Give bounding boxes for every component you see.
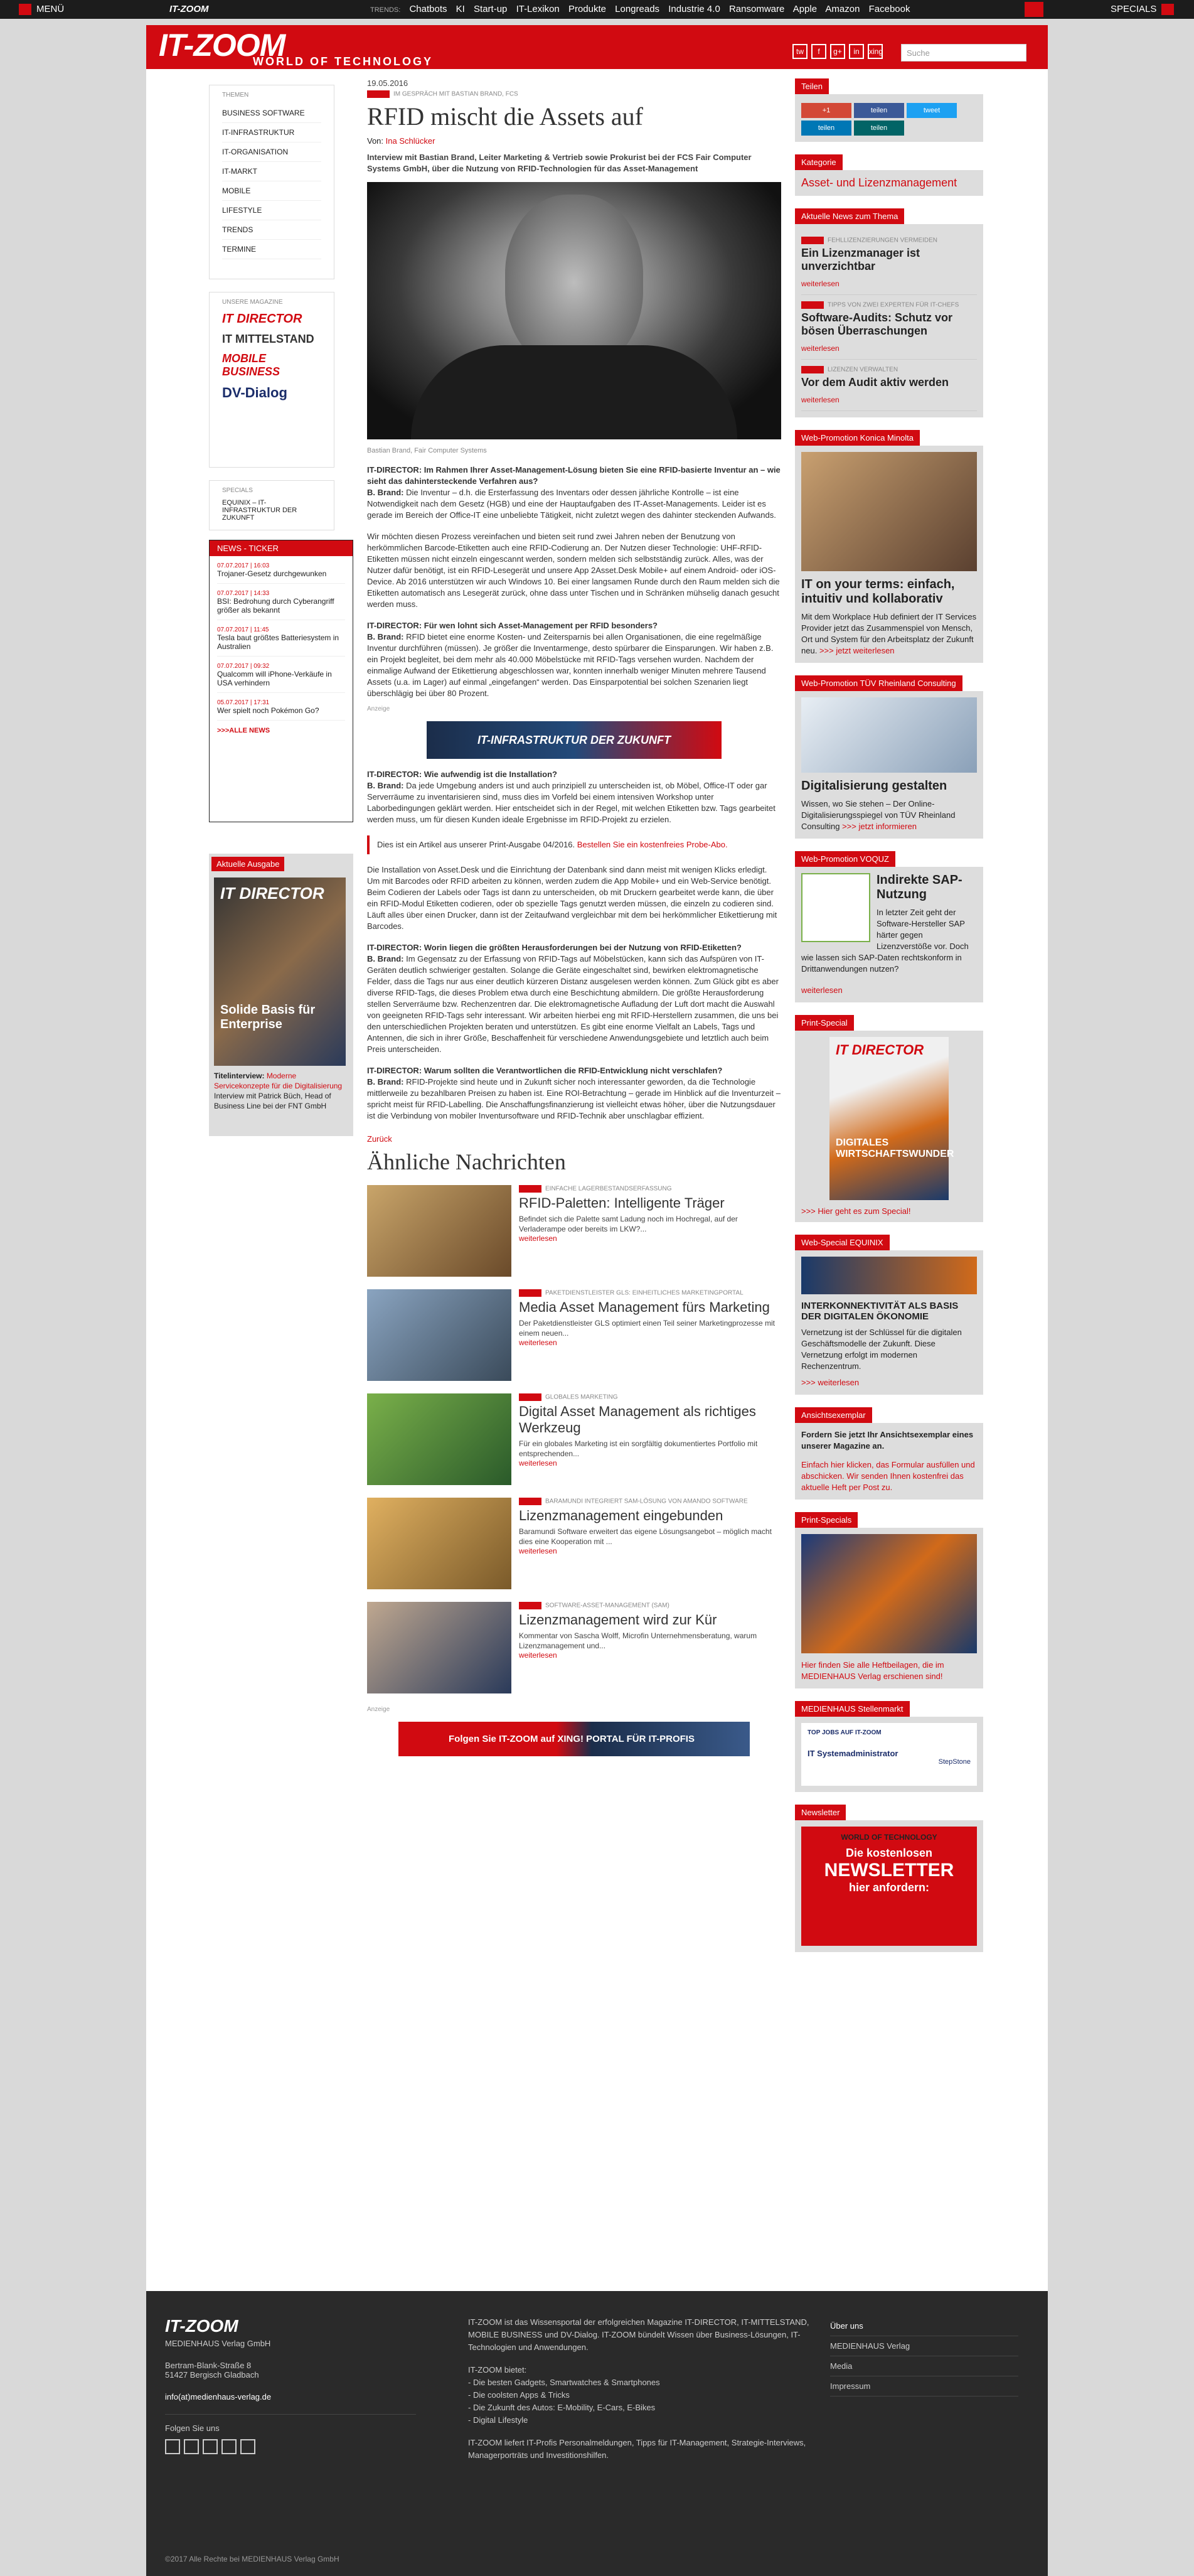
issue-cover[interactable] [214, 877, 346, 1066]
linkedin-share-button[interactable]: teilen [801, 121, 851, 136]
promo-headline: IT on your terms: einfach, intuitiv und kollaborativ [801, 577, 955, 606]
footer [146, 2291, 1048, 2576]
trend-link[interactable]: IT-Lexikon [516, 4, 560, 14]
infobox-text: Dies ist ein Artikel aus unserer Print-Ausgabe 04/2016. [377, 840, 575, 849]
footer-about: IT-ZOOM ist das Wissensportal der erfolgreichen Magazine IT-DIRECTOR, IT-MITTELSTAND, MOBILE BUSINESS und DV-Dialog. IT-ZOOM bündelt Wissen über Business-Lösungen, IT-Technologien und Anwendungen. [468, 2317, 809, 2352]
related-image [367, 1289, 511, 1381]
related-headline: Digital Asset Management als richtiges Werkzeug [519, 1403, 756, 1436]
newsletter-line: hier anfordern: [848, 1881, 929, 1894]
footer-social [165, 2439, 416, 2456]
kicker-text: BARAMUNDI INTEGRIERT SAM-LÖSUNG VON AMANDO SOFTWARE [545, 1498, 748, 1505]
article-title: RFID mischt die Assets auf [367, 102, 643, 131]
specials-button[interactable] [1111, 4, 1174, 15]
news-headline: Ein Lizenzmanager ist unverzichtbar [801, 247, 920, 272]
related-kicker [519, 1289, 781, 1297]
footer-offer: - Digital Lifestyle [468, 2415, 528, 2425]
person-face [505, 195, 643, 370]
footer-link[interactable]: Media [830, 2356, 1018, 2376]
related-text: Baramundi Software erweitert das eigene Lösungsangebot – möglich macht dies eine Kooperation mit ... [519, 1527, 772, 1546]
author-link[interactable]: Ina Schlücker [385, 136, 435, 146]
googleplus-icon[interactable]: g+ [830, 44, 845, 59]
related-headline: Lizenzmanagement eingebunden [519, 1508, 723, 1523]
job-ad-top: TOP JOBS AUF IT-ZOOM [808, 1729, 882, 1736]
related-item[interactable] [367, 1289, 781, 1383]
ticker-date: 07.07.2017 | 14:33 [217, 590, 270, 597]
trend-link[interactable]: Longreads [615, 4, 660, 14]
xing-icon[interactable]: xing [868, 44, 883, 59]
nav-item[interactable]: IT-INFRASTRUKTUR [222, 123, 321, 142]
ad-banner[interactable]: IT-INFRASTRUKTUR DER ZUKUNFT [427, 721, 722, 759]
article-date: 19.05.2016 [367, 78, 408, 88]
related-item[interactable] [367, 1393, 781, 1488]
ticker-item[interactable] [217, 626, 345, 657]
footer-offer: - Die Zukunft des Autos: E-Mobility, E-Cars, E-Bikes [468, 2403, 656, 2412]
ticker-item[interactable] [217, 699, 345, 721]
footer-more: IT-ZOOM liefert IT-Profis Personalmeldungen, Tipps für IT-Management, Strategie-Interviews, Managerporträts und Investitionshilfen. [468, 2438, 806, 2460]
promo-konica [795, 430, 983, 663]
sample-copy-title: Ansichtsexemplar [795, 1407, 872, 1423]
question: IT-DIRECTOR: Für wen lohnt sich Asset-Management per RFID besonders? [367, 621, 658, 630]
share-box [795, 78, 983, 142]
promo-title: Web-Promotion VOQUZ [795, 851, 895, 867]
trend-link[interactable]: Industrie 4.0 [668, 4, 720, 14]
xing-banner[interactable]: Folgen Sie IT-ZOOM auf XING! PORTAL FÜR IT-PROFIS [398, 1722, 750, 1756]
footer-links-title: Über uns [830, 2316, 1018, 2336]
trend-link[interactable]: Start-up [474, 4, 508, 14]
nav-item[interactable]: TERMINE [222, 240, 321, 259]
related-text: Kommentar von Sascha Wolff, Microfin Unternehmensberatung, warum Lizenzmanagement und... [519, 1631, 757, 1650]
twitter-icon[interactable]: tw [792, 44, 808, 59]
article-kicker [367, 90, 781, 98]
trend-link[interactable]: Produkte [568, 4, 606, 14]
newsletter-box [795, 1805, 983, 1952]
photo-caption: Bastian Brand, Fair Computer Systems [367, 447, 487, 454]
related-image [367, 1393, 511, 1485]
news-item[interactable] [801, 295, 977, 360]
article-paragraph [367, 464, 781, 521]
nav-item[interactable]: LIFESTYLE [222, 201, 321, 220]
trend-link[interactable]: Facebook [868, 4, 910, 14]
print-infobox [367, 835, 781, 854]
related-kicker [519, 1393, 781, 1401]
related-kicker [519, 1498, 781, 1505]
article-paragraph: Die Installation von Asset.Desk und die Einrichtung der Datenbank sind dann meist mit wenigen Klicks erledigt. Um mit Barcodes oder RFID arbeiten zu können, werden zudem die App Mobile+ und ein Web-Service benötigt. Beim Codieren der Labels oder Tags ist dann zu unterscheiden, ob mit Druckern gearbeitet werde kann, die über ein RFID-Modul Etiketten codieren, oder ob spezielle Tags genutzt werden müssen, die einzeln zu codieren sind. Läuft alles über einen Drucker, dann ist der Zeitaufwand vergleichbar mit dem bei herkömmlicher Etikettierung mit Barcodes. [367, 865, 777, 931]
read-more-link[interactable]: weiterlesen [519, 1651, 557, 1660]
print-special [795, 1015, 983, 1222]
read-more-link[interactable]: weiterlesen [519, 1547, 557, 1555]
promo-link[interactable]: >>> jetzt weiterlesen [819, 646, 895, 655]
issue-rest: Interview mit Patrick Büch, Head of Business Line bei der FNT GmbH [214, 1092, 331, 1110]
magazine-logo[interactable]: IT DIRECTOR [222, 312, 302, 326]
news-headline: Software-Audits: Schutz vor bösen Überraschungen [801, 311, 953, 337]
related-item[interactable] [367, 1498, 781, 1592]
ad-label: Anzeige [367, 1706, 390, 1713]
footer-logo[interactable]: IT-ZOOM [165, 2316, 238, 2336]
page [146, 25, 1048, 2291]
read-more-link[interactable]: weiterlesen [519, 1234, 557, 1243]
issue-text [214, 1071, 348, 1111]
article-lead: Interview mit Bastian Brand, Leiter Marketing & Vertrieb sowie Prokurist bei der FCS Fair Computer Systems GmbH, über die Nutzung von RFID-Technologien für das Asset-Management [367, 153, 752, 173]
magazine-logo[interactable]: IT MITTELSTAND [222, 333, 314, 345]
print-special-title: Print-Special [795, 1015, 854, 1031]
ticker-item[interactable] [217, 562, 345, 584]
related-item[interactable] [367, 1602, 781, 1696]
promo-link[interactable]: >>> jetzt informieren [842, 822, 917, 831]
news-headline: Vor dem Audit aktiv werden [801, 376, 949, 389]
footer-city: 51427 Bergisch Gladbach [165, 2370, 259, 2380]
person-body [411, 345, 737, 439]
related-kicker [519, 1185, 781, 1193]
copyright: ©2017 Alle Rechte bei MEDIENHAUS Verlag GmbH [165, 2555, 339, 2563]
equinix-title: Web-Special EQUINIX [795, 1235, 890, 1250]
category-link[interactable]: Asset- und Lizenzmanagement [795, 170, 983, 196]
news-item[interactable] [801, 360, 977, 411]
answer: Die Inventur – d.h. die Ersterfassung des Inventars oder dessen jährliche Kontrolle – ist eine Notwendigkeit nach dem Gesetz (HGB) und eine der Hauptaufgaben des IT-Asset-Managements. Leider ist es gerade im Bereich der Office-IT eine unbeliebte Tätigkeit, nicht zuletzt wegen des dahinter steckenden Aufwands. [367, 488, 776, 520]
twitter-icon[interactable] [165, 2439, 180, 2454]
answer: Im Gegensatz zu der Erfassung von RFID-Tags auf Möbelstücken, kann sich das Aufspüren von IT-Geräten deutlich schwieriger gestalten. Solange die Geräte eingeschaltet sind, bewirken elektromagnetische Felder, dass die Tags nur aus einer deutlich kürzeren Distanz ausgelesen werden können. Zum Glück gibt es aber diverse RFID-Tags, die dieses Problem etwa durch eine Beschichtung abmildern. Die größte Herausforderung stellen Serverräume bzw. Rechenzentren dar. Die elektromagnetische Aufladung der Luft dort macht die Auswahl von geeigneten RFID-Tags sehr interessant. Wir arbeiten hierbei eng mit RFID-Herstellern zusammen, die uns bei den unterschiedlichen Projekten beraten und unterstützen. Es gibt eine enorme Vielfalt an Labels, Tags und Antennen, die sich in ihrer Größe, Beschaffenheit für verschiedene Anwendungsgebiete und letztlich auch beim Preis unterscheiden. [367, 954, 779, 1054]
stepstone-logo: StepStone [938, 1758, 971, 1766]
nav-item[interactable]: BUSINESS SOFTWARE [222, 104, 321, 123]
related-headline: Lizenzmanagement wird zur Kür [519, 1612, 717, 1628]
specials-label: SPECIALS [1111, 4, 1157, 14]
specials-caption: SPECIALS [222, 487, 253, 494]
question: IT-DIRECTOR: Warum sollten die Verantwortlichen die RFID-Entwicklung nicht verschlafen? [367, 1066, 723, 1075]
ticker-item[interactable] [217, 663, 345, 693]
related-title: Ähnliche Nachrichten [367, 1149, 566, 1174]
article-photo [367, 182, 781, 439]
search-icon[interactable] [1025, 2, 1043, 17]
print-specials-image[interactable] [801, 1534, 977, 1653]
news-ticker [209, 540, 353, 822]
footer-offers-title: IT-ZOOM bietet: [468, 2365, 527, 2375]
ticker-date: 07.07.2017 | 09:32 [217, 663, 270, 670]
ticker-item[interactable] [217, 590, 345, 620]
print-specials-link[interactable]: Hier finden Sie alle Heftbeilagen, die im MEDIENHAUS Verlag erschienen sind! [801, 1660, 944, 1681]
logo-text: IT-ZOOM [159, 28, 285, 63]
answer-label: B. Brand: [367, 954, 404, 963]
ticker-text: BSI: Bedrohung durch Cyberangriff größer als bekannt [217, 597, 334, 614]
kicker-text: LIZENZEN VERWALTEN [828, 366, 898, 373]
related-image [367, 1498, 511, 1589]
promo-text: Mit dem Workplace Hub definiert der IT Services Provider jetzt das Zusammenspiel von Mensch, Ort und System für den Arbeitsplatz der Zukunft neu. [801, 612, 977, 655]
article-paragraph [367, 1065, 781, 1122]
answer: RFID bietet eine enorme Kosten- und Zeitersparnis bei allen Organisationen, die eine regelmäßige Inventur durchführen (müssen). Je größer die Inventarmenge, desto spürbarer die Einsparungen. Wir haben z.B. ein Projekt begleitet, bei dem mehr als 40.000 Möbelstücke mit RFID-Tags versehen wurden. Nachdem der einmalige Aufwand der Etikettierung abgeschlossen war, konnten innerhalb weniger Minuten mehrere Tausend Assets (u.a. im Lager) auf einmal „eingefangen“ werden. Das Einsparpotential bei solchen Szenarien liegt überschlägig bei über 80 Prozent. [367, 632, 774, 698]
job-ad-title: IT Systemadministrator [808, 1749, 898, 1758]
kicker-text: IM GESPRÄCH MIT BASTIAN BRAND, FCS [393, 90, 518, 98]
kicker-text: GLOBALES MARKETING [545, 1393, 618, 1401]
trend-link[interactable]: Ransomware [728, 4, 785, 14]
twitter-share-button[interactable]: tweet [907, 103, 957, 118]
ad-label: Anzeige [367, 706, 390, 712]
job-market-title: MEDIENHAUS Stellenmarkt [795, 1701, 910, 1717]
promo-tuv [795, 675, 983, 839]
newsletter-line: NEWSLETTER [824, 1860, 954, 1881]
googleplus-icon[interactable] [203, 2439, 218, 2454]
hamburger-icon [19, 4, 31, 15]
ticker-title: NEWS - TICKER [210, 540, 353, 556]
print-cover-title: IT DIRECTOR [836, 1042, 924, 1058]
newsletter-line: WORLD OF TECHNOLOGY [841, 1833, 937, 1842]
kicker-text: TIPPS VON ZWEI EXPERTEN FÜR IT-CHEFS [828, 301, 959, 309]
answer-label: B. Brand: [367, 488, 404, 497]
xing-share-button[interactable]: teilen [854, 121, 904, 136]
itdirector-badge [367, 90, 390, 98]
issue-label: Titelinterview: [214, 1071, 265, 1080]
promo-title: Web-Promotion TÜV Rheinland Consulting [795, 675, 962, 691]
trend-link[interactable]: Chatbots [409, 4, 447, 14]
print-specials-title: Print-Specials [795, 1512, 858, 1528]
ticker-text: Trojaner-Gesetz durchgewunken [217, 569, 327, 578]
trends-bar [370, 4, 916, 14]
nav-item[interactable]: MOBILE [222, 181, 321, 201]
linkedin-icon[interactable]: in [849, 44, 864, 59]
equinix-headline: INTERKONNEKTIVITÄT ALS BASIS DER DIGITALEN ÖKONOMIE [801, 1301, 959, 1322]
trend-link[interactable]: Apple [792, 4, 818, 14]
hamburger-icon [1161, 4, 1174, 15]
related-text: Der Paketdienstleister GLS optimiert einen Teil seiner Marketingprozesse mit einem neuen... [519, 1319, 775, 1338]
question: IT-DIRECTOR: Worin liegen die größten Herausforderungen bei der Nutzung von RFID-Etiketten? [367, 943, 742, 952]
related-item[interactable] [367, 1185, 781, 1279]
nav-item[interactable]: TRENDS [222, 220, 321, 240]
issue-link[interactable]: Moderne Servicekonzepte für die Digitalisierung [214, 1071, 343, 1090]
header [146, 25, 1048, 69]
facebook-icon[interactable] [184, 2439, 199, 2454]
googleplus-share-button[interactable]: +1 [801, 103, 851, 118]
job-ad[interactable] [801, 1723, 977, 1786]
promo-link[interactable]: weiterlesen [801, 985, 843, 995]
related-text: Für ein globales Marketing ist ein sorgfältig dokumentiertes Portfolio mit entsprechenden... [519, 1439, 758, 1458]
newsletter-title: Newsletter [795, 1805, 846, 1820]
sample-copy-headline: Fordern Sie jetzt Ihr Ansichtsexemplar eines unserer Magazine an. [801, 1430, 974, 1451]
footer-offer: - Die coolsten Apps & Tricks [468, 2390, 570, 2400]
answer-label: B. Brand: [367, 1077, 404, 1087]
question: IT-DIRECTOR: Wie aufwendig ist die Installation? [367, 770, 557, 779]
read-more-link[interactable]: weiterlesen [801, 279, 840, 288]
answer-label: B. Brand: [367, 632, 404, 641]
promo-text: In letzter Zeit geht der Software-Hersteller SAP härter gegen Lizenzverstöße vor. Doch wie lassen sich SAP-Daten rechtskonform in Drittanwendungen nutzen? [801, 908, 969, 974]
related-text: Befindet sich die Palette samt Ladung noch im Hochregal, auf der Verladerampe oder bereits im LKW?... [519, 1215, 738, 1233]
topbar-logo[interactable]: IT-ZOOM [169, 4, 209, 14]
xing-icon[interactable] [240, 2439, 255, 2454]
related-headline: Media Asset Management fürs Marketing [519, 1299, 770, 1315]
footer-link[interactable]: Impressum [830, 2376, 1018, 2396]
ticker-date: 05.07.2017 | 17:31 [217, 699, 270, 706]
print-cover-subtitle: DIGITALES WIRTSCHAFTSWUNDER [836, 1137, 954, 1159]
promo-headline: Digitalisierung gestalten [801, 779, 947, 793]
ticker-text: Wer spielt noch Pokémon Go? [217, 706, 319, 715]
job-market-box [795, 1701, 983, 1792]
equinix-banner[interactable] [801, 1257, 977, 1294]
trends-label: TRENDS: [370, 6, 401, 14]
article-paragraph: Wir möchten diesen Prozess vereinfachen und bieten seit rund zwei Jahren neben der Benutzung von herkömmlichen Barcode-Etiketten auch eine RFID-Codierung an. Der Nutzen dieser Technologie: UHF-RFID-Etiketten müssen nicht einzeln eingescannt werden, sondern melden sich selbstständig zurück. Alles, was der Nutzer dafür benötigt, ist ein RFID-Lesegerät und unsere App 2Asset.Desk Mobile+ auf einem Android- oder iOS-Device. Ab 2016 unterstützen wir auch Windows 10. Bei einer langsamen Runde durch den Raum melden sich die Etiketten automatisch ans Lesegerät zurück, ohne dass unter Tischen und in Schränken mühselig danach gesucht werden muss. [367, 532, 780, 609]
current-issue-title: Aktuelle Ausgabe [211, 857, 284, 871]
specials-nav [209, 480, 334, 530]
read-more-link[interactable]: weiterlesen [801, 344, 840, 353]
related-news-title: Aktuelle News zum Thema [795, 208, 904, 224]
related-image [367, 1185, 511, 1277]
ticker-text: Tesla baut größtes Batteriesystem in Australien [217, 633, 339, 651]
newsletter-banner[interactable] [801, 1827, 977, 1946]
ticker-date: 07.07.2017 | 11:45 [217, 626, 269, 633]
print-specials-box [795, 1512, 983, 1688]
promo-image[interactable] [801, 873, 870, 942]
print-cover[interactable] [829, 1037, 954, 1200]
related-image [367, 1602, 511, 1693]
promo-text: Wissen, wo Sie stehen – Der Online-Digitalisierungsspiegel von TÜV Rheinland Consulting [801, 799, 956, 831]
kicker-text: PAKETDIENSTLEISTER GLS: EINHEITLICHES MARKETINGPORTAL [545, 1289, 744, 1297]
article-author [367, 136, 781, 146]
kicker-text: FEHLLIZENZIERUNGEN VERMEIDEN [828, 237, 938, 244]
site-logo[interactable] [159, 29, 433, 68]
read-more-link[interactable]: weiterlesen [519, 1338, 557, 1347]
footer-follow: Folgen Sie uns [165, 2414, 416, 2433]
category-title: Kategorie [795, 154, 843, 170]
nav-item[interactable]: IT-MARKT [222, 162, 321, 181]
menu-label: MENÜ [36, 4, 65, 14]
article [367, 78, 781, 1756]
equinix-special [795, 1235, 983, 1395]
linkedin-icon[interactable] [221, 2439, 237, 2454]
footer-street: Bertram-Blank-Straße 8 [165, 2361, 252, 2370]
newsletter-line: Die kostenlosen [845, 1847, 933, 1859]
print-special-link[interactable]: >>> Hier geht es zum Special! [801, 1206, 911, 1216]
magazine-logo[interactable]: MOBILE BUSINESS [222, 352, 280, 378]
magazine-caption: UNSERE MAGAZINE [222, 299, 283, 306]
trend-link[interactable]: Amazon [825, 4, 860, 14]
kicker-text: SOFTWARE-ASSET-MANAGEMENT (SAM) [545, 1602, 669, 1609]
footer-email[interactable]: info(at)medienhaus-verlag.de [165, 2392, 272, 2402]
ticker-text: Qualcomm will iPhone-Verkäufe in USA verhindern [217, 670, 332, 687]
themen-caption: THEMEN [222, 92, 249, 99]
footer-company: MEDIENHAUS Verlag GmbH [165, 2339, 271, 2348]
top-bar [0, 0, 1194, 19]
category-box [795, 154, 983, 196]
magazine-list [209, 292, 334, 468]
answer: Da jede Umgebung anders ist und auch prinzipiell zu unterscheiden ist, ob Möbel, Office-IT oder gar Serverräume zu inventarisieren sind, muss dies im Vorfeld bei einem intensiven Workshop unter Laborbedingungen geklärt werden. Hier entscheidet sich in der Regel, mit welchen Etiketten bzw. Tags gearbeitet werden muss, um für diesen Kunden ideale Ergebnisse im RFID-Projekt zu erzielen. [367, 781, 776, 824]
footer-link[interactable]: MEDIENHAUS Verlag [830, 2336, 1018, 2356]
current-issue [209, 854, 353, 1136]
author-label: Von: [367, 136, 384, 146]
facebook-share-button[interactable]: teilen [854, 103, 904, 118]
sample-copy-link[interactable]: Einfach hier klicken, das Formular ausfüllen und abschicken. Wir senden Ihnen kostenfrei das aktuelle Heft per Post zu. [801, 1460, 975, 1492]
facebook-icon[interactable]: f [811, 44, 826, 59]
logo-tagline: WORLD OF TECHNOLOGY [253, 55, 433, 68]
equinix-link[interactable]: >>> weiterlesen [801, 1378, 860, 1387]
sample-copy-box [795, 1407, 983, 1500]
answer-label: B. Brand: [367, 781, 404, 790]
article-paragraph [367, 620, 781, 699]
cover-subtitle: Solide Basis für Enterprise [220, 1003, 316, 1031]
social-links [792, 44, 887, 59]
nav-item[interactable]: IT-ORGANISATION [222, 142, 321, 162]
subscribe-link[interactable]: Bestellen Sie ein kostenfreies Probe-Abo. [577, 840, 728, 849]
specials-item[interactable]: EQUINIX – IT-INFRASTRUKTUR DER ZUKUNFT [222, 499, 297, 522]
search-input[interactable]: Suche [901, 44, 1026, 62]
promo-headline: Indirekte SAP-Nutzung [877, 873, 962, 901]
cover-title: IT DIRECTOR [220, 884, 324, 903]
question: IT-DIRECTOR: Im Rahmen Ihrer Asset-Management-Lösung bieten Sie eine RFID-basierte Inventur an – wie sieht das dahintersteckende Verfahren aus? [367, 465, 781, 486]
back-link[interactable]: Zurück [367, 1134, 392, 1144]
ticker-date: 07.07.2017 | 16:03 [217, 562, 270, 569]
promo-image[interactable] [801, 697, 977, 773]
promo-image[interactable] [801, 452, 977, 571]
related-kicker [519, 1602, 781, 1609]
news-item[interactable] [801, 230, 977, 295]
trend-link[interactable]: KI [456, 4, 465, 14]
article-paragraph [367, 769, 781, 825]
themen-nav [209, 85, 334, 279]
menu-button[interactable] [19, 4, 64, 15]
all-news-link[interactable]: >>>ALLE NEWS [217, 727, 270, 734]
sidebar [795, 78, 983, 1965]
kicker-text: EINFACHE LAGERBESTANDSERFASSUNG [545, 1185, 672, 1193]
related-headline: RFID-Paletten: Intelligente Träger [519, 1195, 725, 1211]
footer-offer: - Die besten Gadgets, Smartwatches & Smartphones [468, 2378, 660, 2387]
share-title: Teilen [795, 78, 829, 94]
promo-title: Web-Promotion Konica Minolta [795, 430, 920, 446]
related-news-box [795, 208, 983, 417]
equinix-text: Vernetzung ist der Schlüssel für die digitalen Geschäftsmodelle der Zukunft. Diese Vernetzung erfolgt im modernen Rechenzentrum. [801, 1328, 962, 1371]
article-paragraph [367, 942, 781, 1055]
promo-voquz [795, 851, 983, 1002]
read-more-link[interactable]: weiterlesen [801, 395, 840, 404]
magazine-logo[interactable]: DV-Dialog [222, 385, 287, 400]
answer: RFID-Projekte sind heute und in Zukunft sicher noch interessanter geworden, da die Technologie mittlerweile zu bezahlbaren Preisen zu haben ist. Eine ROI-Betrachtung – gerade im Hinblick auf die Inventurzeit – spricht meist für RFID-Labelling. Die Anschaffungsfinanzierung ist vielleicht etwas höher, über die Nutzungsdauer ist die Verbindung von mobiler Inventursoftware und RFID-Technik aber unschlagbar effizient. [367, 1077, 781, 1120]
read-more-link[interactable]: weiterlesen [519, 1459, 557, 1468]
